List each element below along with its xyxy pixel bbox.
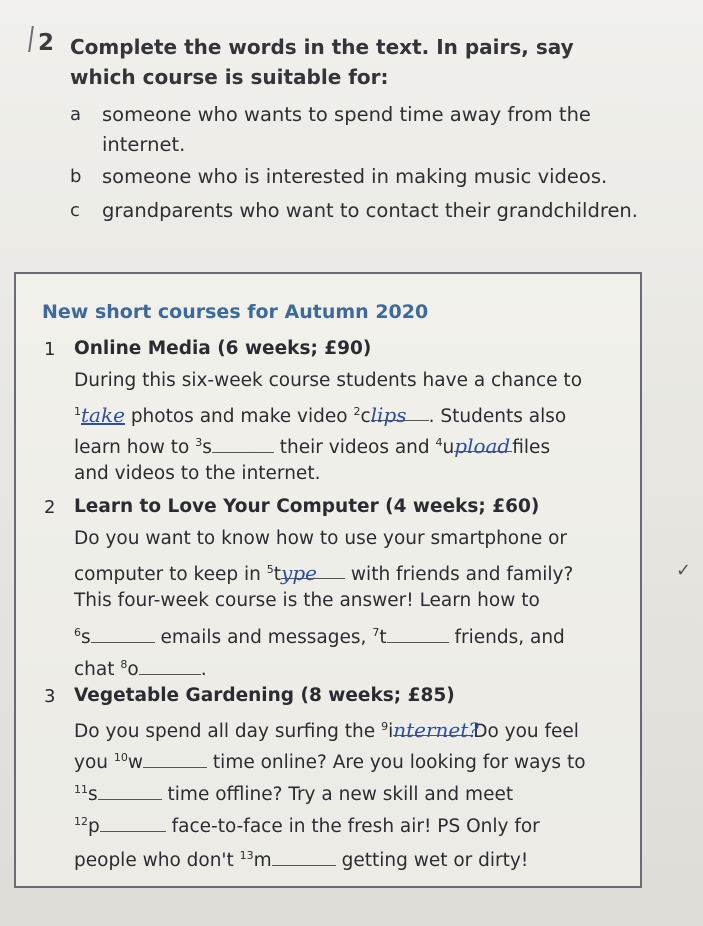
answer-gap[interactable]: nternet?	[393, 718, 479, 743]
answer-gap[interactable]	[272, 847, 336, 866]
answer-gap[interactable]: lips	[371, 402, 429, 421]
answer-gap[interactable]: ype	[281, 560, 345, 579]
option-letter: b	[70, 166, 82, 187]
option-text: grandparents who want to contact their grandchildren.	[102, 199, 638, 222]
text-line: people who don't $^{13}$m getting wet or dirty!	[74, 849, 529, 872]
text-line: This four-week course is the answer! Learn how to	[74, 590, 540, 611]
course-number: 1	[44, 339, 56, 360]
courses-title: New short courses for Autumn 2020	[42, 301, 429, 323]
text-line: $^6$s emails and messages, $^7$t friends, and	[74, 626, 565, 649]
text-line: you $^{10}$w time online? Are you looking for ways to	[74, 751, 586, 774]
text-line: Do you want to know how to use your smartphone or	[74, 528, 568, 549]
pencil-tick-icon	[10, 26, 34, 52]
answer-gap[interactable]	[139, 656, 201, 675]
course-heading: Vegetable Gardening (8 weeks; £85)	[74, 685, 455, 706]
answer-gap[interactable]	[91, 624, 155, 643]
text-line: learn how to $^3$s their videos and $^4$upload files	[74, 434, 551, 459]
text-line: Do you spend all day surfing the $^9$internet?Do you feel	[74, 718, 579, 743]
answer-gap[interactable]	[212, 434, 274, 453]
text-line: $^{12}$p face-to-face in the fresh air! PS Only for	[74, 815, 540, 838]
exercise-instruction: Complete the words in the text. In pairs, say which course is suitable for:	[70, 35, 574, 89]
answer-gap[interactable]	[143, 749, 207, 768]
text-line: During this six-week course students have a chance to	[74, 370, 583, 391]
handwritten-answer: take	[81, 403, 125, 428]
answer-gap[interactable]: pload	[454, 433, 512, 452]
exercise-number: 2	[38, 30, 55, 56]
option-text: someone who wants to spend time away from the internet.	[102, 103, 591, 156]
option-text: someone who is interested in making music videos.	[102, 165, 608, 188]
text-line: chat $^8$o .	[74, 658, 207, 681]
text-line: computer to keep in $^5$type with friends and family?	[74, 561, 574, 586]
course-heading: Online Media (6 weeks; £90)	[74, 338, 372, 359]
answer-gap[interactable]	[98, 781, 162, 800]
option-a	[70, 100, 650, 160]
pencil-check-icon: ✓	[676, 560, 692, 581]
answer-gap[interactable]	[100, 813, 166, 832]
option-letter: a	[70, 104, 82, 125]
answer-gap[interactable]	[387, 624, 449, 643]
course-heading: Learn to Love Your Computer (4 weeks; £60)	[74, 496, 540, 517]
course-number: 3	[44, 686, 56, 707]
text-line: $^1$take photos and make video $^2$clips . Students also	[74, 403, 567, 428]
text-line: $^{11}$s time offline? Try a new skill and meet	[74, 783, 514, 806]
course-number: 2	[44, 497, 56, 518]
option-c	[70, 196, 650, 226]
text-line: and videos to the internet.	[74, 463, 321, 484]
option-letter: c	[70, 200, 80, 221]
option-b	[70, 162, 650, 192]
